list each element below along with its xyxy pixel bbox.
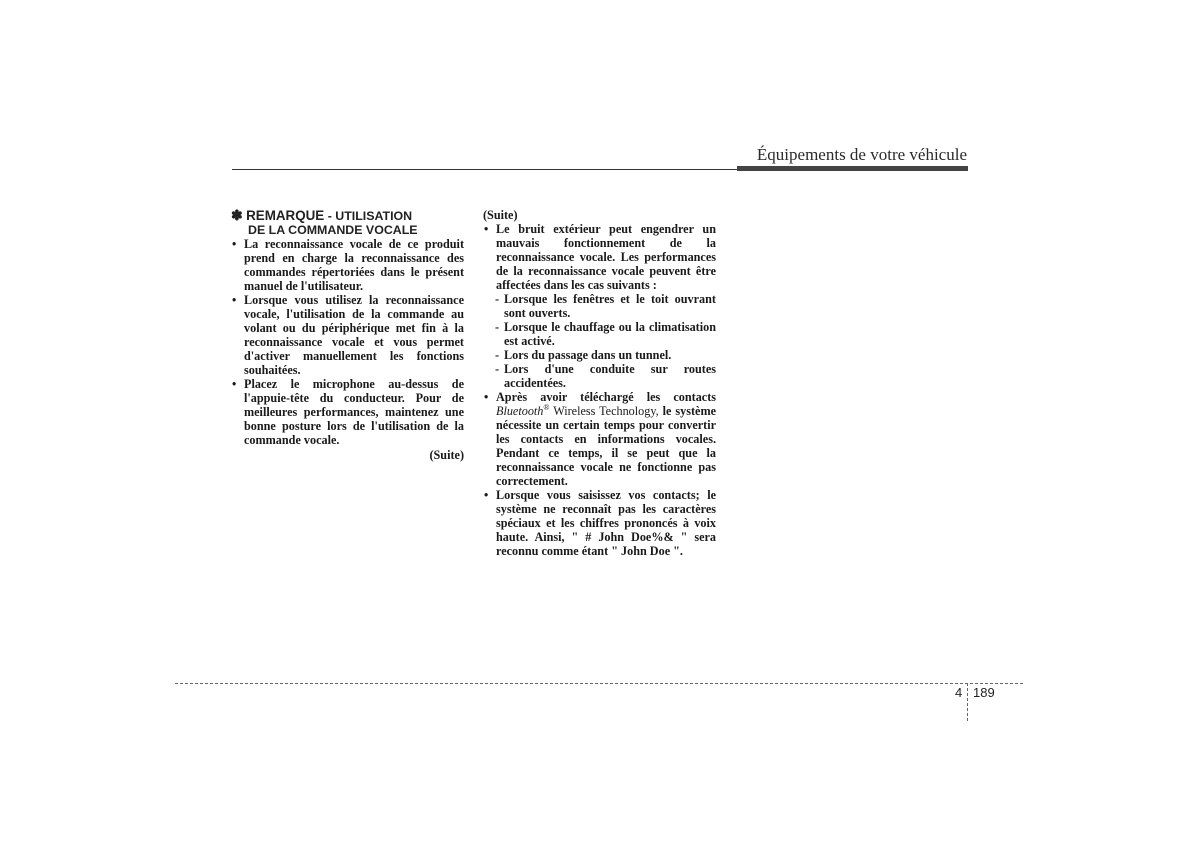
sub-list-item: - Lors du passage dans un tunnel. [483,348,716,362]
note-title-line2: DE LA COMMANDE VOCALE [248,223,418,237]
footer-rule [175,683,1023,684]
note-title-main: REMARQUE [246,208,325,223]
footer-divider [967,683,968,721]
list-item: • Le bruit extérieur peut engendrer un mauvais fonctionnement de la reconnaissance vocale. Les performances de la reconnaissance vocale peuvent être affectées dans les cas suivants : [483,222,716,292]
list-item: • Placez le microphone au-dessus de l'appuie-tête du conducteur. Pour de meilleures performances, maintenez une bonne posture lors de l'utilisation de la commande vocale. [231,377,464,447]
continued-label: (Suite) [429,448,464,462]
sub-list-item: - Lors d'une conduite sur routes accidentées. [483,362,716,390]
note-title-rest: - UTILISATION [324,209,413,223]
bullet-text: le système nécessite un certain temps pour convertir les contacts en informations vocales. Pendant ce temps, il se peut que la reconnaissance vocale ne fonctionne pas correctement. [496,404,717,488]
note-heading [231,208,464,237]
list-item: • La reconnaissance vocale de ce produit prend en charge la reconnaissance des commandes répertoriées dans le présent manuel de l'utilisateur. [231,237,464,293]
right-column [483,208,716,558]
header-rule-accent [737,166,968,171]
header-rule [232,169,737,170]
list-item: • Lorsque vous saisissez vos contacts; le système ne reconnaît pas les caractères spéciaux et les chiffres prononcés à voix haute. Ainsi, " # John Doe%& " sera reconnu comme étant " John Doe ". [483,488,716,558]
list-item [483,390,716,488]
wireless-technology-text: Wireless Technology, [549,404,659,418]
page-number: 189 [973,685,995,700]
left-column [231,208,464,462]
registered-mark: ® [543,402,550,412]
continued-label: (Suite) [483,208,518,222]
bluetooth-brand: Bluetooth [496,404,544,418]
page-header-title: Équipements de votre véhicule [756,145,967,164]
chapter-number: 4 [955,685,963,700]
bullet-text: Après avoir téléchargé les contacts [496,390,716,404]
list-item: • Lorsque vous utilisez la reconnaissance vocale, l'utilisation de la commande au volant ou du périphérique met fin à la reconnaissance vocale et vous permet d'activer manuellement les fonctions souhaitées. [231,293,464,377]
note-star-icon: ✽ [231,207,243,223]
sub-list-item: - Lorsque les fenêtres et le toit ouvrant sont ouverts. [483,292,716,320]
sub-list-item: - Lorsque le chauffage ou la climatisation est activé. [483,320,716,348]
